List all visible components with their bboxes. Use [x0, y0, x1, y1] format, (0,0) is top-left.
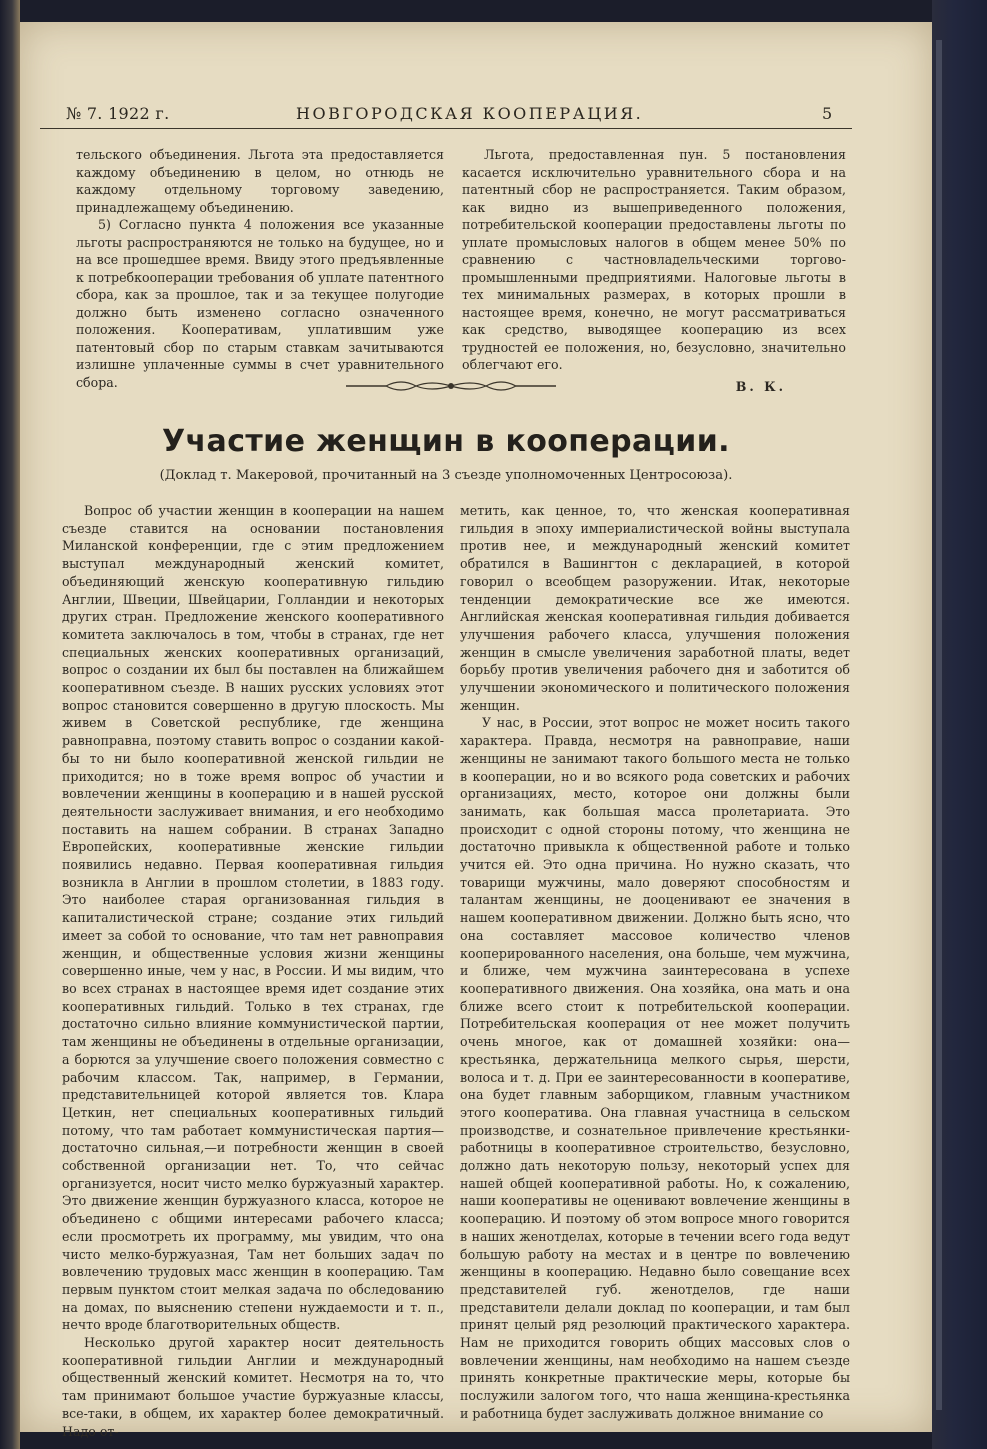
paragraph: Вопрос об участии женщин в кооперации на нашем съезде ставится на основании постановления Миланской конференции, где с этим предложением выступал международный женский комитет, объединяющий женскую кооперативную гильдию Англии, Швеции, Швейцарии, Голландии и некоторых других стран. Предложение женского кооперативного комитета заключалось в том, чтобы в странах, где нет специальных женских кооперативных организаций, вопрос о создании их был бы поставлен на ближайшем кооперативном съезде. В наших русских условиях этот вопрос становится совершенно в другую плоскость. Мы живем в Советской республике, где женщина равноправна, поэтому ставить вопрос о создании какой-бы то ни было кооперативной женской гильдии не приходится; но в тоже время вопрос об участии и вовлечении женщины в кооперацию и в нашей русской деятельности заслуживает внимания, и его необходимо поставить на нашем собрании. В странах Западно Европейских, кооперативные женские гильдии появились недавно. Первая кооперативная гильдия возникла в Англии в прошлом столетии, в 1883 году. Это наиболее старая организованная гильдия в капиталистической стране; создание этих гильдий имеет за собой то основание, что там нет равноправия женщин, и общественные условия жизни женщины совершенно иные, чем у нас, в России. И мы видим, что во всех странах в настоящее время идет создание этих кооперативных гильдий. Только в тех странах, где достаточно сильно влияние коммунистической партии, там женщины не объединены в отдельные организации, а борются за улучшение своего положения совместно с рабочим классом. Так, например, в Германии, представительницей которой является тов. Клара Цеткин, нет специальных кооперативных гильдий потому, что там работает коммунистическая партия—достаточно сильная,—и потребности женщин в своей собственной организации нет. То, что сейчас организуется, носит чисто мелко буржуазный характер. Это движение женщин буржуазного класса, которое не объединено с общими интересами рабочего класса; если просмотреть их программу, мы увидим, что она чисто мелко-буржуазная, Там нет больших задач по вовлечению трудовых масс женщин в кооперацию. Там первым пунктом стоит мелкая задача по обследованию на домах, по выяснению степени нуждаемости и т. п., нечто вроде благотворительных обществ.	[62, 503, 444, 1333]
article-subtitle: (Доклад т. Макеровой, прочитанный на 3 съезде уполномоченных Центросоюза).	[159, 468, 733, 483]
article-right-column	[460, 502, 850, 1423]
top-right-column	[462, 146, 846, 395]
top-left-column	[76, 146, 444, 391]
ornament-divider	[346, 376, 556, 396]
page-number: 5	[822, 104, 833, 123]
signature: В. К.	[735, 378, 786, 394]
header-rule	[40, 128, 852, 129]
paragraph: Льгота, предоставленная пун. 5 постановления касается исключительно уравнительного сбора и на патентный сбор не распространяется. Таким образом, как видно из вышеприведенного положения, потребительской кооперации предоставлены льготы по уплате промысловых налогов в общем менее 50% по сравнению с частновладельческими торгово-промышленными предприятиями. Налоговые льготы в тех минимальных размерах, в которых прошли в настоящее время, конечно, не могут рассматриваться как средство, выводящее кооперацию из всех трудностей ее положения, но, безусловно, значительно облегчают его.	[462, 147, 846, 372]
paragraph: Несколько другой характер носит деятельность кооперативной гильдии Англии и международный общественный женский комитет. Несмотря на то, что там принимают большое участие буржуазные классы, все-таки, в общем, их характер более демократичный. Надо от-	[62, 1335, 444, 1439]
article-left-column	[62, 502, 444, 1440]
journal-title: НОВГОРОДСКАЯ КООПЕРАЦИЯ.	[296, 104, 644, 123]
binding-edge	[936, 40, 942, 1410]
paragraph: 5) Согласно пункта 4 положения все указанные льготы распространяются не только на будущее, но и на все прошедшее время. Ввиду этого предъявленные к потребкооперации требования об уплате патентного сбора, как за прошлое, так и за текущее полугодие должно быть изменено согласно означенного положения. Кооперативам, уплатившим уже патентовый сбор по старым ставкам зачитываются излишне уплаченные суммы в счет уравнительного сбора.	[76, 217, 444, 390]
article-title: Участие женщин в кооперации.	[162, 424, 730, 459]
left-page-edge	[0, 0, 20, 1449]
paragraph: метить, как ценное, то, что женская кооперативная гильдия в эпоху империалистической войны выступала против нее, и международный женский комитет обратился в Вашингтон с декларацией, в которой говорил о всеобщем разоружении. Итак, некоторые тенденции демократические все же имеются. Английская женская кооперативная гильдия добивается улучшения рабочего класса, улучшения положения женщин в смысле увеличения заработной платы, ведет борьбу против увеличения рабочего дня и заботится об улучшении экономического и политического положения женщин.	[460, 503, 850, 713]
paragraph: тельского объединения. Льгота эта предоставляется каждому объединению в целом, но отнюдь не каждому отдельному торговому заведению, принадлежащему объединению.	[76, 147, 444, 215]
issue-date: № 7. 1922 г.	[66, 104, 170, 123]
running-header	[42, 102, 852, 126]
paragraph: У нас, в России, этот вопрос не может носить такого характера. Правда, несмотря на равноправие, наши женщины не занимают такого большого места не только в кооперации, но и во всякого рода советских и рабочих организациях, место, которое они должны были занимать, как большая масса пролетариата. Это происходит с одной стороны потому, что женщина не достаточно привыкла к общественной работе и только учится ей. Это одна причина. Но нужно сказать, что товарищи мужчины, мало доверяют способностям и талантам женщины, не дооценивают ее значения в нашем кооперативном движении. Должно быть ясно, что она составляет массовое количество членов кооперированного населения, она больше, чем мужчина, и ближе, чем мужчина заинтересована в успехе кооперативного движения. Она хозяйка, она мать и она ближе всего стоит к потребительской кооперации. Потребительская кооперация от нее может получить очень многое, как от домашней хозяйки: она—крестьянка, держательница мелкого сырья, шерсти, волоса и т. д. При ее заинтересованности в кооперативе, она будет главным заборщиком, главным участником этого кооператива. Она главная участница в сельском производстве, и сознательное привлечение крестьянки-работницы в кооперативное строительство, безусловно, должно дать некоторую пользу, некоторый успех для нашей общей кооперативной работы. Но, к сожалению, наши кооперативы не оценивают вовлечение женщины в кооперацию. И поэтому об этом вопросе много говорится в наших женотделах, которые в течении всего года ведут большую работу на местах и в центре по вовлечению женщины в кооперацию. Недавно было совещание всех представителей губ. женотделов, где наши представители делали доклад по кооперации, и там был принят целый ряд резолюций практического характера. Нам не приходится говорить общих массовых слов о вовлечении женщины, нам необходимо на нашем съезде принять конкретные практические меры, которые бы послужили залогом того, что наша женщина-крестьянка и работница будет заслуживать должное внимание со	[460, 715, 850, 1421]
